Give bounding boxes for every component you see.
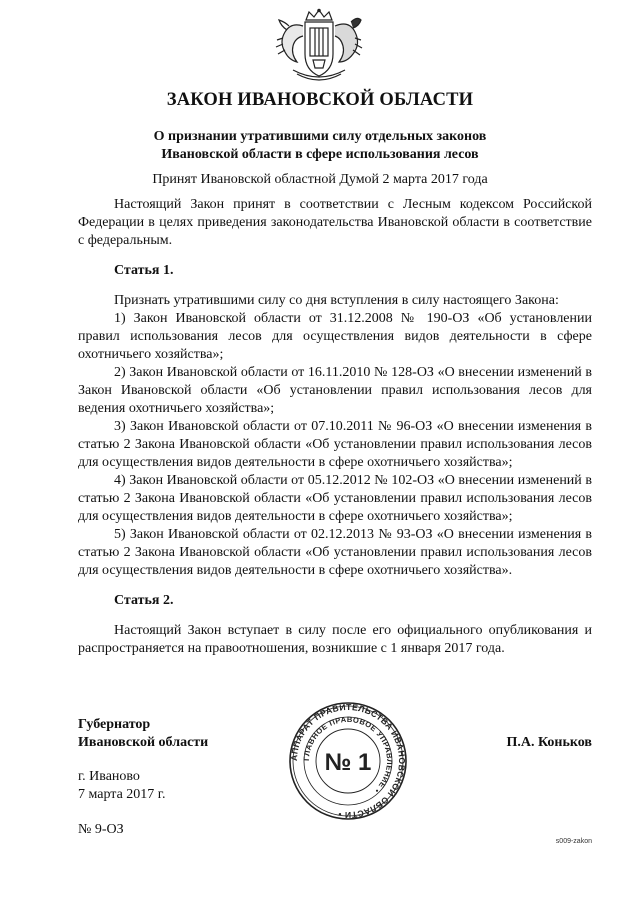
- stamp-inner-text: ГЛАВНОЕ ПРАВОВОЕ УПРАВЛЕНИЕ •: [301, 714, 395, 796]
- article-1-item: 1) Закон Ивановской области от 31.12.2008 № 190-ОЗ «Об установлении правил использования лесов для осуществления видов деятельности в сфере охотничьего хозяйства»;: [78, 311, 592, 362]
- law-subtitle: [90, 128, 550, 164]
- position-line: Губернатор: [78, 717, 151, 732]
- preamble: Настоящий Закон принят в соответствии с Лесным кодексом Российской Федерации в целях приведения законодательства Ивановской области в соответствие с федеральным.: [78, 197, 592, 248]
- place-date: [78, 768, 165, 804]
- article-2-heading: Статья 2.: [114, 593, 174, 608]
- adoption-note: Принят Ивановской областной Думой 2 марта 2017 года: [152, 172, 488, 187]
- article-1-item: 2) Закон Ивановской области от 16.11.2010 № 128-ОЗ «О внесении изменений в Закон Ивановской области «Об установлении правил использования лесов для ведения охотничьего хозяйства»;: [78, 365, 592, 416]
- stamp-outer-text: АППАРАТ ПРАВИТЕЛЬСТВА ИВАНОВСКОЙ ОБЛАСТИ •: [288, 701, 408, 821]
- article-1-intro: Признать утратившими силу со дня вступления в силу настоящего Закона:: [114, 293, 559, 308]
- article-2-text: Настоящий Закон вступает в силу после его официального опубликования и распространяется на правоотношения, возникшие с 1 января 2017 года.: [78, 623, 592, 656]
- signatory-name: П.А. Коньков: [506, 735, 592, 750]
- coat-of-arms-icon: [273, 8, 365, 84]
- law-number: № 9-ОЗ: [78, 822, 124, 837]
- document-code: s009-zakon: [555, 838, 592, 845]
- article-1-item: 5) Закон Ивановской области от 02.12.2013 № 93-ОЗ «О внесении изменения в статью 2 Закона Ивановской области «Об установлении правил использования лесов для осуществления видов деятельности в сфере охотничьего хозяйства».: [78, 527, 592, 578]
- article-1-heading: Статья 1.: [114, 263, 174, 278]
- stamp-number: № 1: [324, 749, 372, 776]
- law-body: [78, 196, 592, 658]
- signatory-position: [78, 716, 208, 752]
- date: 7 марта 2017 г.: [78, 787, 166, 802]
- subtitle-line: Ивановской области в сфере использования лесов: [161, 147, 479, 162]
- article-1-item: 4) Закон Ивановской области от 05.12.2012 № 102-ОЗ «О внесении изменений в статью 2 Закона Ивановской области «Об установлении правил использования лесов для осуществления видов деятельности в сфере охотничьего хозяйства»;: [78, 473, 592, 524]
- place: г. Иваново: [78, 769, 140, 784]
- subtitle-line: О признании утратившими силу отдельных законов: [153, 129, 487, 144]
- position-line: Ивановской области: [78, 735, 209, 750]
- law-title: ЗАКОН ИВАНОВСКОЙ ОБЛАСТИ: [166, 90, 474, 110]
- official-stamp: [288, 701, 408, 821]
- article-1-item: 3) Закон Ивановской области от 07.10.2011 № 96-ОЗ «О внесении изменения в статью 2 Закона Ивановской области «Об установлении правил использования лесов для осуществления видов деятельности в сфере охотничьего хозяйства»;: [78, 419, 592, 470]
